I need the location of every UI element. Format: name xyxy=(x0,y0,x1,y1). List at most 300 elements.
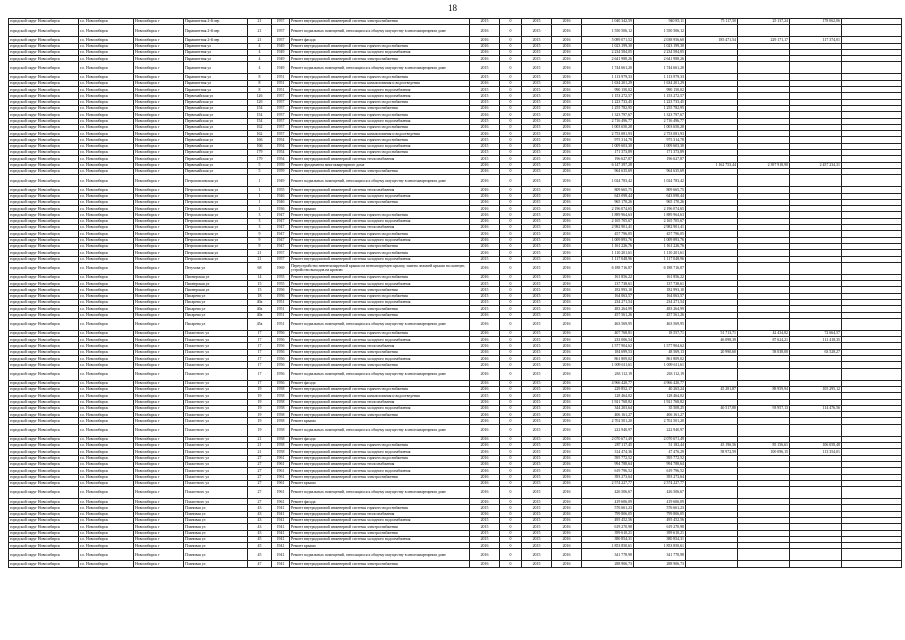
table-cell: 0 xyxy=(500,487,522,499)
table-cell: городской округ Новосибирск xyxy=(9,299,79,305)
table-cell: 2015 xyxy=(522,112,552,118)
table-cell: Ремонт внутридомовой инженерной системы горячего водоснабжения xyxy=(290,112,470,118)
table-cell: 1955 xyxy=(272,274,290,280)
table-cell: г.о. Новосибирск xyxy=(79,118,134,124)
table-cell: 128 464,02 xyxy=(634,393,686,399)
table-cell: 2015 xyxy=(522,93,552,99)
table-cell: 45 xyxy=(248,543,272,549)
table-cell xyxy=(842,424,902,436)
table-cell: г.о. Новосибирск xyxy=(79,112,134,118)
table-cell: 2016 xyxy=(552,199,582,205)
table-cell: городской округ Новосибирск xyxy=(9,237,79,243)
table-cell: 2015 xyxy=(522,518,552,524)
table-cell: Плахотного ул xyxy=(184,356,248,362)
table-cell: 15 xyxy=(248,281,272,287)
table-cell: г.о. Новосибирск xyxy=(79,193,134,199)
table-cell: 1956 xyxy=(272,368,290,380)
table-cell: 2016 xyxy=(552,349,582,355)
table-cell: 6 188 716,87 xyxy=(582,262,634,274)
table-cell: 940 85,11 xyxy=(634,19,686,25)
table-cell: 4 xyxy=(248,56,272,62)
table-cell: г.о. Новосибирск xyxy=(79,530,134,536)
table-cell: 2016 xyxy=(552,418,582,424)
table-cell: 2016 xyxy=(552,143,582,149)
table-cell: 1951 xyxy=(272,318,290,330)
table-cell: 2016 xyxy=(552,231,582,237)
table-cell: 27 xyxy=(248,474,272,480)
table-cell: 179 xyxy=(248,150,272,156)
table-cell: городской округ Новосибирск xyxy=(9,487,79,499)
table-cell: 2016 xyxy=(470,318,500,330)
table-cell: 1947 xyxy=(272,225,290,231)
table-cell: 1956 xyxy=(272,293,290,299)
table-cell: Ремонт внутридомовой инженерной системы горячего водоснабжения xyxy=(290,293,470,299)
table-cell: 1 xyxy=(248,199,272,205)
table-cell: Петухова ул xyxy=(184,262,248,274)
table-cell: 17 xyxy=(248,337,272,343)
table-cell: 2015 xyxy=(470,287,500,293)
table-cell: 0 xyxy=(500,424,522,436)
table-cell: 21 xyxy=(248,436,272,442)
table-cell xyxy=(842,62,902,74)
table-cell: Парашютная ул xyxy=(184,74,248,80)
table-cell: 495 452,56 xyxy=(634,518,686,524)
table-cell: Новосибирск г xyxy=(134,455,184,461)
table-cell: Парашютная 2-й пер xyxy=(184,25,248,37)
table-cell: 1946 xyxy=(272,199,290,205)
table-cell: 0 xyxy=(500,131,522,137)
table-cell: Плахотного ул xyxy=(184,474,248,480)
table-cell xyxy=(842,175,902,187)
table-cell: 0 xyxy=(500,19,522,25)
table-cell: 35 508,25 xyxy=(634,405,686,411)
table-cell: 2016 xyxy=(470,193,500,199)
table-cell: 2016 xyxy=(552,337,582,343)
table-cell: 419 606,09 xyxy=(634,499,686,505)
table-cell: 2015 xyxy=(522,262,552,274)
table-cell: 965 170,26 xyxy=(582,199,634,205)
table-cell: г.о. Новосибирск xyxy=(79,37,134,43)
table-cell: г.о. Новосибирск xyxy=(79,99,134,105)
table-cell: 2016 xyxy=(470,549,500,561)
table-cell: Плахотного ул xyxy=(184,443,248,449)
table-cell: 2016 xyxy=(470,262,500,274)
table-cell: г.о. Новосибирск xyxy=(79,499,134,505)
table-cell: 2015 xyxy=(522,243,552,249)
table-cell: 0 xyxy=(500,62,522,74)
table-cell: Ремонт внутридомовой инженерной системы горячего водоснабжения xyxy=(290,455,470,461)
table-cell: 2015 xyxy=(522,299,552,305)
table-cell: 51 713,71 xyxy=(686,330,738,336)
table-cell xyxy=(686,487,738,499)
table-cell: 58 038,00 xyxy=(738,349,790,355)
table-cell: 426 506,67 xyxy=(582,487,634,499)
table-cell: Ремонт подвальных помещений, относящихся к общему имуществу в многоквартирном доме xyxy=(290,487,470,499)
table-cell: г.о. Новосибирск xyxy=(79,56,134,62)
table-cell: 2016 xyxy=(470,250,500,256)
table-cell: г.о. Новосибирск xyxy=(79,43,134,49)
table-cell: городской округ Новосибирск xyxy=(9,168,79,174)
table-cell: 2015 xyxy=(522,337,552,343)
table-cell xyxy=(842,487,902,499)
table-cell: 2016 xyxy=(552,212,582,218)
table-cell: 619 270,98 xyxy=(582,524,634,530)
table-cell: Новосибирск г xyxy=(134,137,184,143)
table-cell: Ремонт внутридомовой инженерной системы горячего водоснабжения xyxy=(290,231,470,237)
table-cell: 2016 xyxy=(552,250,582,256)
table-cell: 426 506,67 xyxy=(634,487,686,499)
table-cell: 0 xyxy=(500,124,522,130)
table-cell xyxy=(686,262,738,274)
table-cell: г.о. Новосибирск xyxy=(79,511,134,517)
table-cell: городской округ Новосибирск xyxy=(9,386,79,392)
table-cell xyxy=(790,549,842,561)
table-cell: 2016 xyxy=(552,306,582,312)
table-cell: городской округ Новосибирск xyxy=(9,368,79,380)
table-cell: 595 772,52 xyxy=(582,455,634,461)
table-cell: 1941 xyxy=(272,505,290,511)
table-cell: 1 161 226,76 xyxy=(634,243,686,249)
table-cell: 154 xyxy=(248,112,272,118)
table-cell: 1 113 979,33 xyxy=(634,74,686,80)
table-cell: 2016 xyxy=(470,487,500,499)
table-cell: 234 271,54 xyxy=(634,299,686,305)
table-cell: 17 xyxy=(248,343,272,349)
table-cell: 0 xyxy=(500,536,522,542)
document-sheet xyxy=(8,18,898,568)
table-cell: Новосибирск г xyxy=(134,199,184,205)
table-cell: 2016 xyxy=(552,455,582,461)
table-cell: г.о. Новосибирск xyxy=(79,231,134,237)
table-cell: Первомайская ул xyxy=(184,112,248,118)
table-cell: г.о. Новосибирск xyxy=(79,281,134,287)
table-cell: городской округ Новосибирск xyxy=(9,356,79,362)
table-cell: 2015 xyxy=(522,87,552,93)
table-cell: Ремонт внутридомовой инженерной системы горячего водоснабжения xyxy=(290,137,470,143)
table-cell: 2 641 988,26 xyxy=(582,56,634,62)
table-cell: 1957 xyxy=(272,118,290,124)
table-cell: 2 165 705,67 xyxy=(582,218,634,224)
table-cell: Ремонт внутридомовой инженерной системы горячего водоснабжения xyxy=(290,274,470,280)
table-cell: Ремонт внутридомовой инженерной системы холодного водоснабжения xyxy=(290,256,470,262)
table-cell: Ремонт внутридомовой инженерной системы электроснабжения xyxy=(290,524,470,530)
table-cell: Новосибирск г xyxy=(134,62,184,74)
table-cell: 288 906,73 xyxy=(582,561,634,567)
table-cell: 1 117 048,96 xyxy=(634,256,686,262)
table-cell: 2015 xyxy=(522,137,552,143)
table-cell: 179 xyxy=(248,156,272,162)
table-cell: 40 517,80 xyxy=(686,405,738,411)
table-cell: г.о. Новосибирск xyxy=(79,461,134,467)
table-cell: 799 806,05 xyxy=(582,511,634,517)
table-cell: 2016 xyxy=(470,199,500,205)
table-cell: 2016 xyxy=(552,412,582,418)
table-cell: г.о. Новосибирск xyxy=(79,306,134,312)
table-cell: Ремонт подвальных помещений, относящихся к общему имуществу в многоквартирном доме xyxy=(290,175,470,187)
table-cell: 17 xyxy=(248,380,272,386)
table-cell: Ремонт внутридомовой инженерной системы холодного водоснабжения xyxy=(290,193,470,199)
table-cell: 2015 xyxy=(522,105,552,111)
table-cell: городской округ Новосибирск xyxy=(9,399,79,405)
table-cell: Новосибирск г xyxy=(134,187,184,193)
table-cell: г.о. Новосибирск xyxy=(79,536,134,542)
table-cell: 196 627,87 xyxy=(634,156,686,162)
table-cell: 483 264,99 xyxy=(582,306,634,312)
table-cell: городской округ Новосибирск xyxy=(9,231,79,237)
table-cell: 0 xyxy=(500,87,522,93)
table-cell: 2015 xyxy=(522,187,552,193)
table-cell: 1958 xyxy=(272,393,290,399)
table-cell: Плахотного ул xyxy=(184,380,248,386)
table-cell: 2015 xyxy=(470,87,500,93)
table-cell: городской округ Новосибирск xyxy=(9,480,79,486)
table-cell: 0 xyxy=(500,250,522,256)
table-cell: 43 xyxy=(248,530,272,536)
table-cell: 1956 xyxy=(272,343,290,349)
table-cell: 0 xyxy=(500,49,522,55)
table-cell: городской округ Новосибирск xyxy=(9,243,79,249)
table-cell: Новосибирск г xyxy=(134,250,184,256)
table-cell: 126 xyxy=(248,99,272,105)
table-cell: городской округ Новосибирск xyxy=(9,511,79,517)
table-cell: 162 xyxy=(248,124,272,130)
table-cell: Ремонт крыши xyxy=(290,418,470,424)
table-cell: 1969 xyxy=(272,262,290,274)
table-cell: городской округ Новосибирск xyxy=(9,330,79,336)
table-cell: Новосибирск г xyxy=(134,156,184,162)
table-cell: 1 003 650,28 xyxy=(634,124,686,130)
table-cell: Новосибирск г xyxy=(134,318,184,330)
table-cell: 344 203,64 xyxy=(582,405,634,411)
table-cell: городской округ Новосибирск xyxy=(9,256,79,262)
table-cell: 2015 xyxy=(522,225,552,231)
table-cell: 619 796,52 xyxy=(634,468,686,474)
table-cell: Ремонт внутридомовой инженерной системы холодного водоснабжения xyxy=(290,356,470,362)
table-cell: 166 xyxy=(248,137,272,143)
table-cell: 2015 xyxy=(470,536,500,542)
table-cell: 2016 xyxy=(552,262,582,274)
table-cell: 0 xyxy=(500,105,522,111)
table-cell: 113 354,01 xyxy=(790,449,842,455)
table-cell: 2016 xyxy=(470,561,500,567)
table-cell: Пионерская ул xyxy=(184,287,248,293)
table-cell: 1941 xyxy=(272,549,290,561)
table-cell: 2016 xyxy=(470,312,500,318)
table-cell: 164 063,57 xyxy=(634,293,686,299)
table-cell: 0 xyxy=(500,330,522,336)
table-cell: 2 716 496,77 xyxy=(582,118,634,124)
table-cell: г.о. Новосибирск xyxy=(79,449,134,455)
table-cell: Ремонт внутридомовой инженерной системы электроснабжения xyxy=(290,168,470,174)
table-cell: 2016 xyxy=(470,386,500,392)
table-cell: Новосибирск г xyxy=(134,549,184,561)
table-cell: 0 xyxy=(500,549,522,561)
table-cell: 1 255 782,95 xyxy=(582,105,634,111)
table-cell: 2015 xyxy=(522,43,552,49)
table-cell: 2016 xyxy=(552,287,582,293)
table-cell: 1956 xyxy=(272,330,290,336)
table-cell: 1 009 603,30 xyxy=(634,143,686,149)
table-cell: 2016 xyxy=(470,543,500,549)
table-cell: 2016 xyxy=(470,274,500,280)
table-cell: 2015 xyxy=(522,399,552,405)
table-cell: 1 577 904,62 xyxy=(582,343,634,349)
table-cell: Ремонт крыши xyxy=(290,480,470,486)
table-cell: 2015 xyxy=(522,356,552,362)
table-cell: 2016 xyxy=(470,231,500,237)
table-cell: Ремонт внутридомовой инженерной системы теплоснабжения xyxy=(290,461,470,467)
table-cell: г.о. Новосибирск xyxy=(79,343,134,349)
table-cell xyxy=(738,487,790,499)
table-cell: г.о. Новосибирск xyxy=(79,362,134,368)
table-cell: Ремонт внутридомовой инженерной системы холодного водоснабжения xyxy=(290,518,470,524)
table-cell: 1 xyxy=(248,187,272,193)
table-cell xyxy=(738,549,790,561)
table-cell: 137 738,61 xyxy=(582,281,634,287)
table-cell: Первомайская ул xyxy=(184,93,248,99)
table-cell: 1 634 201,29 xyxy=(582,80,634,86)
table-cell: 0 xyxy=(500,162,522,168)
table-cell: 2015 xyxy=(522,175,552,187)
table-cell: 263 112,19 xyxy=(634,368,686,380)
table-cell: 2016 xyxy=(470,162,500,168)
table-cell: г.о. Новосибирск xyxy=(79,237,134,243)
table-cell: 0 xyxy=(500,368,522,380)
table-cell: 2016 xyxy=(552,543,582,549)
table-cell: Парашютная ул xyxy=(184,87,248,93)
table-cell: 1 921 768,82 xyxy=(582,399,634,405)
table-cell: 2015 xyxy=(522,343,552,349)
table-cell: 2015 xyxy=(522,293,552,299)
table-cell: городской округ Новосибирск xyxy=(9,274,79,280)
table-cell: 1 113 979,33 xyxy=(582,74,634,80)
table-cell: 287 117,45 xyxy=(582,443,634,449)
table-cell: 47 xyxy=(248,561,272,567)
table-cell: 2016 xyxy=(470,436,500,442)
table-cell: 2015 xyxy=(470,143,500,149)
table-cell: Петропавловская ул xyxy=(184,243,248,249)
table-cell: Новосибирск г xyxy=(134,87,184,93)
table-cell: Плахотного ул xyxy=(184,386,248,392)
table-cell: Ремонт внутридомовой инженерной системы холодного водоснабжения xyxy=(290,468,470,474)
table-cell: Ремонт внутридомовой инженерной системы холодного водоснабжения xyxy=(290,87,470,93)
table-cell: 182 993,10 xyxy=(634,287,686,293)
table-cell: 406 161,27 xyxy=(634,412,686,418)
table-cell: 2015 xyxy=(522,193,552,199)
table-cell: 1949 xyxy=(272,62,290,74)
table-cell: 1949 xyxy=(272,175,290,187)
table-cell: 1 009 893,76 xyxy=(582,237,634,243)
table-cell: г.о. Новосибирск xyxy=(79,318,134,330)
table-cell: Новосибирск г xyxy=(134,480,184,486)
table-cell: 2 038 956,60 xyxy=(634,37,686,43)
table-cell: 0 xyxy=(500,206,522,212)
table-cell: 0 xyxy=(500,461,522,467)
table-cell: 2015 xyxy=(522,150,552,156)
table-cell: 2016 xyxy=(552,468,582,474)
table-cell: 106 058,48 xyxy=(790,443,842,449)
table-cell: 2016 xyxy=(552,193,582,199)
table-cell xyxy=(738,25,790,37)
table-cell: 2015 xyxy=(522,386,552,392)
table-cell: 457 561,26 xyxy=(582,312,634,318)
table-cell xyxy=(686,549,738,561)
table-cell: 2 641 988,26 xyxy=(634,56,686,62)
table-cell: 1957 xyxy=(272,93,290,99)
table-cell: Новосибирск г xyxy=(134,368,184,380)
table-cell: Ремонт внутридомовой инженерной системы горячего водоснабжения xyxy=(290,43,470,49)
table-cell: Первомайская ул xyxy=(184,105,248,111)
table-cell: городской округ Новосибирск xyxy=(9,175,79,187)
table-cell: г.о. Новосибирск xyxy=(79,287,134,293)
table-cell: 1 550 506,12 xyxy=(634,25,686,37)
table-cell: 1 xyxy=(248,193,272,199)
table-cell: г.о. Новосибирск xyxy=(79,175,134,187)
table-cell: Новосибирск г xyxy=(134,25,184,37)
table-cell: Плахотного ул xyxy=(184,487,248,499)
table-cell: Ремонт фасада xyxy=(290,436,470,442)
table-cell: 2015 xyxy=(522,143,552,149)
table-cell: 2016 xyxy=(552,424,582,436)
table-cell: г.о. Новосибирск xyxy=(79,80,134,86)
table-cell: Ремонт фундамента многоквартирного дома xyxy=(290,162,470,168)
table-cell: 964 635,69 xyxy=(582,168,634,174)
table-cell: 2015 xyxy=(522,505,552,511)
table-cell: 5 xyxy=(248,162,272,168)
table-cell: 1941 xyxy=(272,511,290,517)
table-cell: 2016 xyxy=(552,175,582,187)
table-cell: 0 xyxy=(500,399,522,405)
table-cell: 40а xyxy=(248,299,272,305)
table-cell: 595 772,52 xyxy=(634,455,686,461)
table-cell: Новосибирск г xyxy=(134,281,184,287)
table-cell: 2016 xyxy=(470,243,500,249)
table-cell: Ремонт внутридомовой инженерной системы электроснабжения xyxy=(290,349,470,355)
table-cell: 117 374,01 xyxy=(790,37,842,43)
table-cell: 2016 xyxy=(552,561,582,567)
table-cell: 2015 xyxy=(522,37,552,43)
table-cell: городской округ Новосибирск xyxy=(9,19,79,25)
table-cell: 0 xyxy=(500,99,522,105)
table-cell: 1957 xyxy=(272,112,290,118)
table-cell: Ремонт внутридомовой инженерной системы электроснабжения xyxy=(290,56,470,62)
table-cell: 2015 xyxy=(522,162,552,168)
table-cell: 2015 xyxy=(522,455,552,461)
table-cell xyxy=(686,318,738,330)
table-cell xyxy=(686,62,738,74)
table-cell: 2016 xyxy=(552,218,582,224)
table-cell: городской округ Новосибирск xyxy=(9,25,79,37)
table-cell xyxy=(842,25,902,37)
table-cell: городской округ Новосибирск xyxy=(9,343,79,349)
table-cell: Петропавловская ул xyxy=(184,256,248,262)
table-cell: г.о. Новосибирск xyxy=(79,212,134,218)
table-cell: г.о. Новосибирск xyxy=(79,299,134,305)
table-cell: г.о. Новосибирск xyxy=(79,143,134,149)
table-cell: городской округ Новосибирск xyxy=(9,250,79,256)
table-cell: 0 xyxy=(500,137,522,143)
table-cell: 0 xyxy=(500,168,522,174)
table-cell: 2016 xyxy=(552,386,582,392)
table-cell: городской округ Новосибирск xyxy=(9,312,79,318)
table-cell: Новосибирск г xyxy=(134,312,184,318)
table-cell: Новосибирск г xyxy=(134,299,184,305)
table-cell: 990 150,02 xyxy=(634,87,686,93)
table-cell: 1954 xyxy=(272,137,290,143)
table-cell: Новосибирск г xyxy=(134,505,184,511)
table-cell: 1959 xyxy=(272,162,290,168)
table-cell: 184 699,53 xyxy=(582,349,634,355)
